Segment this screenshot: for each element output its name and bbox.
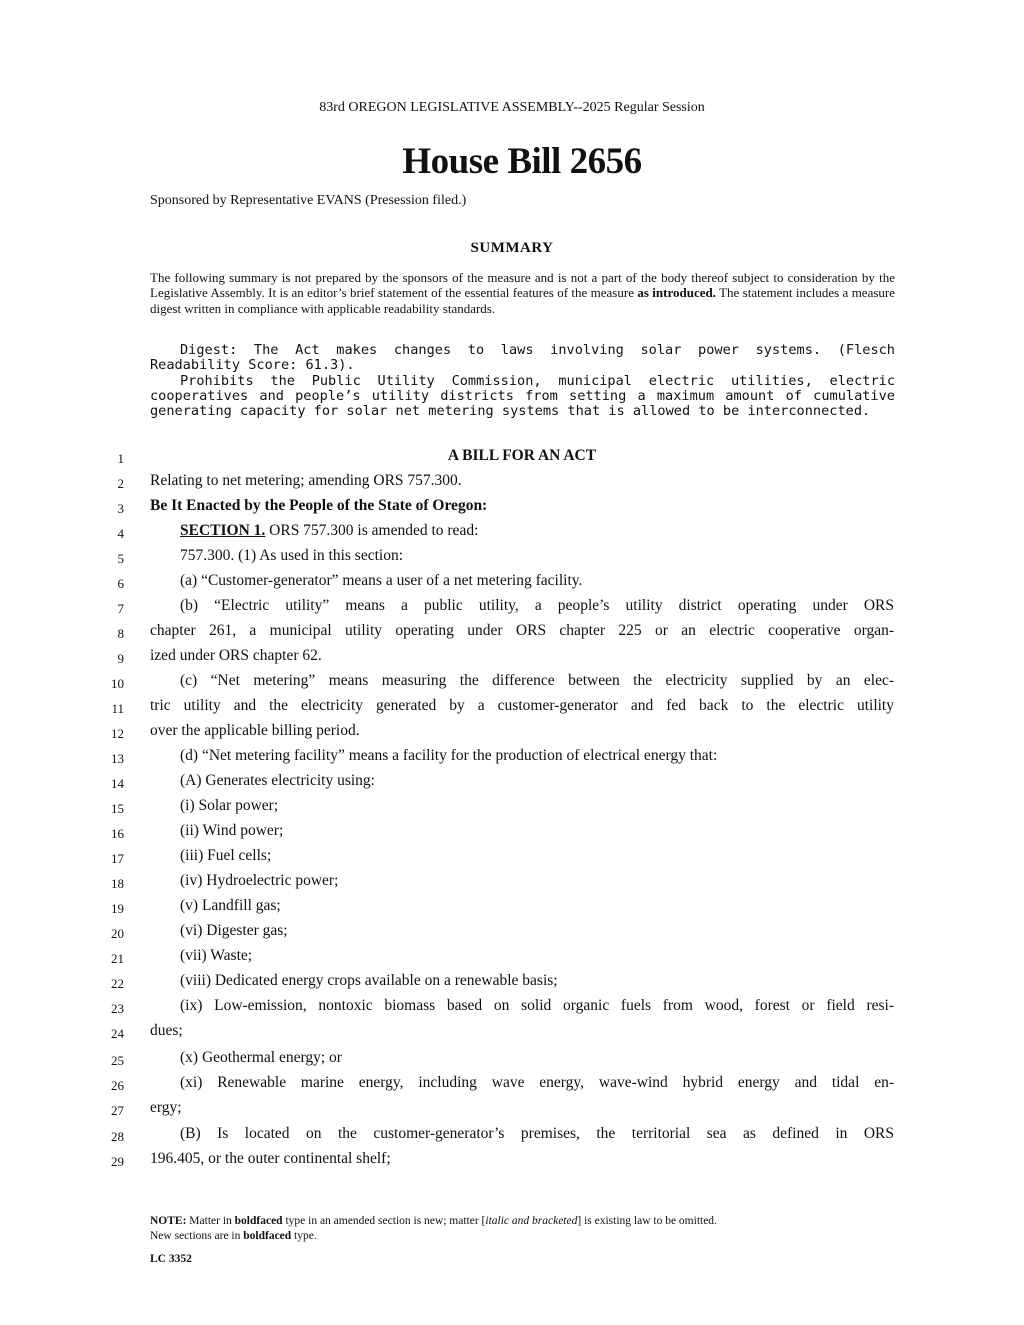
- line-text: (iv) Hydroelectric power;: [180, 872, 339, 889]
- line-number: 17: [111, 851, 124, 866]
- session-header: 83rd OREGON LEGISLATIVE ASSEMBLY--2025 Regular Session: [319, 100, 705, 115]
- line-number: 16: [111, 826, 124, 841]
- bill-line: [0, 472, 1024, 497]
- line-text: (vi) Digester gas;: [180, 922, 288, 939]
- bill-line: [0, 897, 1024, 922]
- line-text: (a) “Customer-generator” means a user of a net metering facility.: [180, 572, 583, 589]
- enacting-clause: Be It Enacted by the People of the State of Oregon:: [150, 497, 488, 514]
- bill-line: [0, 597, 1024, 622]
- line-text: (vii) Waste;: [180, 947, 253, 964]
- bill-line: [0, 1049, 1024, 1074]
- bill-line: [0, 1150, 1024, 1175]
- line-number: 25: [111, 1053, 124, 1068]
- line-text: [150, 522, 894, 540]
- sponsor-line: Sponsored by Representative EVANS (Presession filed.): [150, 193, 467, 208]
- line-text: 196.405, or the outer continental shelf;: [150, 1150, 391, 1167]
- line-text: chapter 261, a municipal utility operating under ORS chapter 225 or an electric cooperative organ-: [150, 622, 894, 639]
- bill-line: [0, 872, 1024, 897]
- bill-line: [0, 497, 1024, 522]
- act-heading: A BILL FOR AN ACT: [447, 447, 597, 464]
- line-text: (ii) Wind power;: [180, 822, 284, 839]
- note-text: Matter in: [186, 1215, 235, 1227]
- bill-line: [0, 1022, 1024, 1047]
- bill-line: [0, 447, 1024, 472]
- bill-line: [0, 572, 1024, 597]
- note-line-2: [150, 1229, 910, 1244]
- line-number: 19: [111, 901, 124, 916]
- line-number: 13: [111, 751, 124, 766]
- line-text: ergy;: [150, 1099, 182, 1116]
- bill-line: [0, 1099, 1024, 1124]
- bill-line: [0, 822, 1024, 847]
- summary-text-a: The following summary is not prepared by the sponsors of the measure and is not a part of the body thereof subject to consideration by the Legislative Assembly. It is an editor’s brief statement of the essential features of the measure: [150, 270, 895, 301]
- line-text: (xi) Renewable marine energy, including wave energy, wave-wind hybrid energy and tidal en-: [180, 1074, 894, 1091]
- line-number: 26: [111, 1078, 124, 1093]
- line-number: 2: [117, 476, 124, 491]
- note-bold: boldfaced: [234, 1215, 283, 1227]
- section-label: SECTION 1.: [180, 522, 266, 539]
- line-number: 12: [111, 726, 124, 741]
- bill-line: [0, 547, 1024, 572]
- line-text: (A) Generates electricity using:: [180, 772, 375, 789]
- line-text: (c) “Net metering” means measuring the difference between the electricity supplied by an elec-: [180, 672, 894, 689]
- line-number: 22: [111, 976, 124, 991]
- summary-heading: SUMMARY: [470, 240, 554, 256]
- bill-line: [0, 972, 1024, 997]
- line-text: 757.300. (1) As used in this section:: [180, 547, 404, 564]
- line-text: (iii) Fuel cells;: [180, 847, 272, 864]
- line-number: 29: [111, 1154, 124, 1169]
- note-italic: italic and bracketed: [485, 1215, 578, 1227]
- line-text: dues;: [150, 1022, 183, 1039]
- line-text: Relating to net metering; amending ORS 757.300.: [150, 472, 462, 489]
- line-number: 20: [111, 926, 124, 941]
- line-number: 7: [117, 601, 124, 616]
- digest-text: Digest: The Act makes changes to laws involving solar power systems. (Flesch Readability Score: 61.3).: [150, 342, 895, 374]
- bill-line: [0, 922, 1024, 947]
- line-number: 28: [111, 1129, 124, 1144]
- bill-line: [0, 1074, 1024, 1099]
- bill-line: [0, 1125, 1024, 1150]
- line-number: 14: [111, 776, 124, 791]
- line-number: 21: [111, 951, 124, 966]
- line-text: (x) Geothermal energy; or: [180, 1049, 342, 1066]
- line-text: (ix) Low-emission, nontoxic biomass based on solid organic fuels from wood, forest or field resi-: [180, 997, 894, 1014]
- line-text: (i) Solar power;: [180, 797, 279, 814]
- line-number: 11: [111, 701, 124, 716]
- prohibits-text: Prohibits the Public Utility Commission, municipal electric utilities, electric cooperatives and people’s utility districts from setting a maximum amount of cumulative generating capacity for solar net metering systems that is allowed to be interconnected.: [150, 372, 895, 420]
- digest-block: [150, 343, 895, 419]
- note-text: New sections are in: [150, 1230, 244, 1242]
- line-text: (v) Landfill gas;: [180, 897, 281, 914]
- line-text: over the applicable billing period.: [150, 722, 360, 739]
- line-text: (b) “Electric utility” means a public utility, a people’s utility district operating under ORS: [180, 597, 894, 614]
- line-number: 27: [111, 1103, 124, 1118]
- bill-line: [0, 672, 1024, 697]
- summary-paragraph: [150, 270, 895, 316]
- line-number: 23: [111, 1001, 124, 1016]
- bill-line: [0, 697, 1024, 722]
- line-text: ized under ORS chapter 62.: [150, 647, 322, 664]
- line-number: 3: [117, 501, 124, 516]
- bill-line: [0, 722, 1024, 747]
- line-text: (viii) Dedicated energy crops available on a renewable basis;: [180, 972, 558, 989]
- footer-note: [150, 1214, 910, 1244]
- line-number: 5: [117, 551, 124, 566]
- line-number: 4: [117, 526, 124, 541]
- line-number: 9: [117, 651, 124, 666]
- note-text: type in an amended section is new; matter [: [282, 1215, 486, 1227]
- summary-text-c: The statement includes a measure digest written in compliance with applicable readability standards.: [150, 285, 896, 316]
- bill-line: [0, 622, 1024, 647]
- line-number: 6: [117, 576, 124, 591]
- line-number: 8: [117, 626, 124, 641]
- bill-line: [0, 522, 1024, 547]
- summary-text-bold: as introduced.: [637, 285, 716, 301]
- bill-line: [0, 847, 1024, 872]
- bill-line: [0, 997, 1024, 1022]
- note-bold: boldfaced: [243, 1230, 292, 1242]
- bill-line: [0, 772, 1024, 797]
- line-number: 1: [117, 451, 124, 466]
- bill-line: [0, 747, 1024, 772]
- lc-number: LC 3352: [150, 1253, 192, 1265]
- bill-title: House Bill 2656: [402, 141, 642, 182]
- note-line-1: [150, 1214, 910, 1229]
- line-text: (d) “Net metering facility” means a facility for the production of electrical energy that:: [180, 747, 718, 764]
- line-number: 18: [111, 876, 124, 891]
- note-label: NOTE:: [150, 1215, 187, 1227]
- line-text: tric utility and the electricity generated by a customer-generator and fed back to the electric utility: [150, 697, 894, 714]
- line-number: 24: [111, 1026, 124, 1041]
- line-number: 10: [111, 676, 124, 691]
- section-text: ORS 757.300 is amended to read:: [265, 522, 479, 539]
- bill-line: [0, 647, 1024, 672]
- bill-line: [0, 947, 1024, 972]
- note-text: ] is existing law to be omitted.: [577, 1215, 717, 1227]
- note-text: type.: [291, 1230, 317, 1242]
- line-text: (B) Is located on the customer-generator’s premises, the territorial sea as defined in ORS: [180, 1125, 894, 1142]
- line-number: 15: [111, 801, 124, 816]
- bill-line: [0, 797, 1024, 822]
